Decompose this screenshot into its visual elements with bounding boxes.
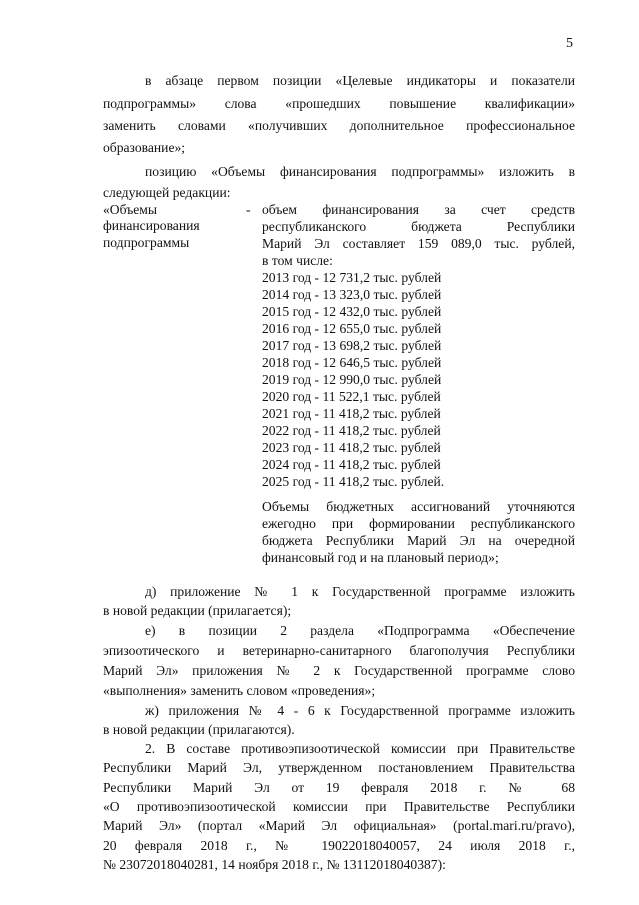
table-label: подпрограммы [103, 235, 190, 250]
text-line: «О противоэпизоотической комиссии при Правительстве Республики [103, 799, 575, 814]
table-text: объем финансирования за счет средств [262, 202, 575, 217]
text-line: заменить словами «получивших дополнительное профессиональное [103, 118, 575, 133]
year-row: 2025 год - 11 418,2 тыс. рублей. [262, 474, 445, 489]
text-line: д) приложение № 1 к Государственной программе изложить [145, 584, 575, 599]
text-line: «выполнения» заменить словом «проведения»; [103, 683, 376, 698]
text-line: следующей редакции: [103, 185, 231, 200]
year-row: 2019 год - 12 990,0 тыс. рублей [262, 372, 442, 387]
text-line: 2. В составе противоэпизоотической комиссии при Правительстве [145, 741, 575, 756]
text-line: в новой редакции (прилагаются). [103, 722, 295, 737]
text-line: позицию «Объемы финансирования подпрограммы» изложить в [145, 164, 575, 179]
text-line: Республики Марий Эл от 19 февраля 2018 г. № 68 [103, 780, 575, 795]
text-line: в абзаце первом позиции «Целевые индикаторы и показатели [145, 73, 575, 88]
table-dash: - [246, 202, 251, 217]
year-row: 2016 год - 12 655,0 тыс. рублей [262, 321, 442, 336]
text-line: Марий Эл» (портал «Марий Эл официальная» (portal.mari.ru/pravo), [103, 818, 575, 833]
table-text: бюджета Республики Марий Эл на очередной [262, 533, 575, 548]
page-number: 5 [566, 36, 573, 51]
text-line: Республики Марий Эл, утвержденном постановлением Правительства [103, 760, 575, 775]
table-label: финансирования [103, 218, 200, 233]
text-line: № 23072018040281, 14 ноября 2018 г., № 13112018040387): [103, 857, 446, 872]
year-row: 2021 год - 11 418,2 тыс. рублей [262, 406, 441, 421]
table-text: республиканского бюджета Республики [262, 219, 575, 234]
year-row: 2020 год - 11 522,1 тыс. рублей [262, 389, 441, 404]
year-row: 2024 год - 11 418,2 тыс. рублей [262, 457, 441, 472]
year-row: 2022 год - 11 418,2 тыс. рублей [262, 423, 441, 438]
text-line: Марий Эл» приложения № 2 к Государственной программе слово [103, 663, 575, 678]
table-text: ежегодно при формировании республиканского [262, 516, 575, 531]
text-line: в новой редакции (прилагается); [103, 603, 292, 618]
table-text: в том числе: [262, 253, 333, 268]
year-row: 2017 год - 13 698,2 тыс. рублей [262, 338, 442, 353]
text-line: ж) приложения № 4 - 6 к Государственной программе изложить [145, 703, 575, 718]
text-line: подпрограммы» слова «прошедших повышение квалификации» [103, 96, 575, 111]
year-row: 2015 год - 12 432,0 тыс. рублей [262, 304, 442, 319]
year-row: 2018 год - 12 646,5 тыс. рублей [262, 355, 442, 370]
text-line: 20 февраля 2018 г., № 19022018040057, 24 июля 2018 г., [103, 838, 575, 853]
table-label: «Объемы [103, 202, 157, 217]
text-line: образование»; [103, 140, 186, 155]
year-row: 2023 год - 11 418,2 тыс. рублей [262, 440, 441, 455]
text-line: эпизоотического и ветеринарно-санитарного благополучия Республики [103, 643, 575, 658]
table-text: финансовый год и на плановый период»; [262, 550, 499, 565]
text-line: е) в позиции 2 раздела «Подпрограмма «Обеспечение [145, 623, 575, 638]
table-text: Объемы бюджетных ассигнований уточняются [262, 499, 575, 514]
table-text: Марий Эл составляет 159 089,0 тыс. рублей, [262, 236, 575, 251]
year-row: 2014 год - 13 323,0 тыс. рублей [262, 287, 442, 302]
year-row: 2013 год - 12 731,2 тыс. рублей [262, 270, 442, 285]
